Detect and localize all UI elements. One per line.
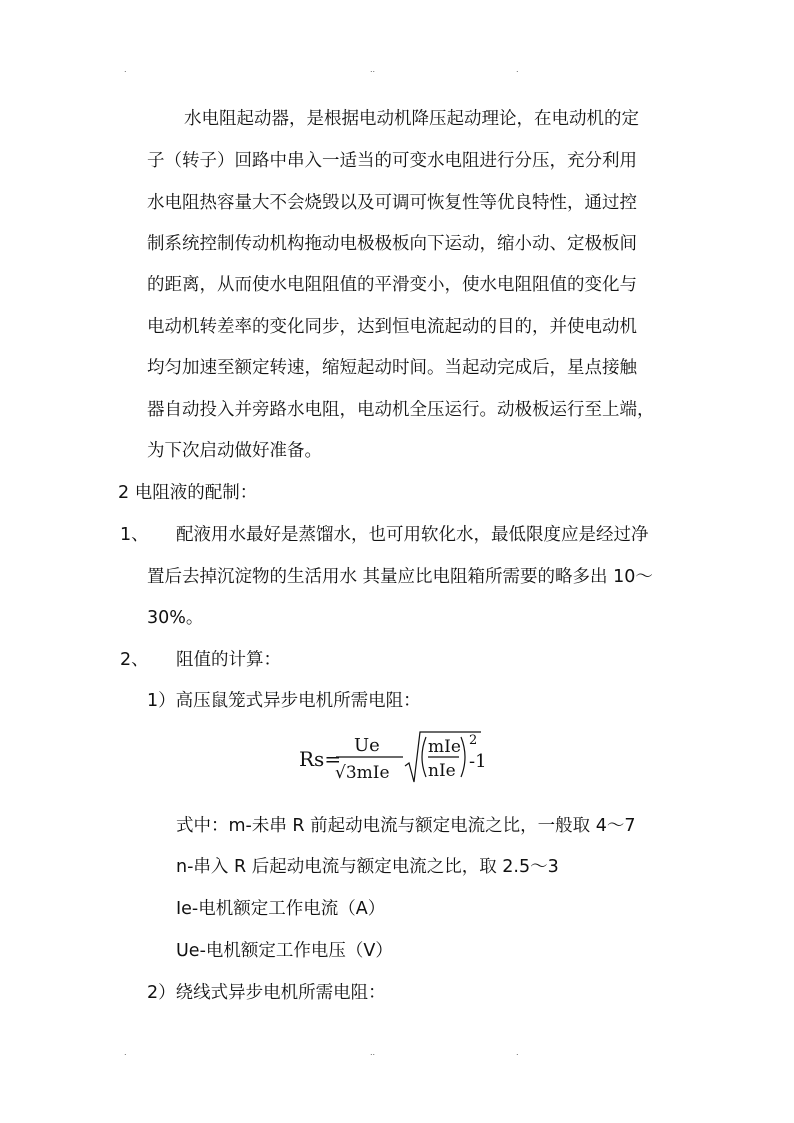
header-mark-left: . [124,65,127,74]
paragraph-line: 制系统控制传动机构拖动电极极板向下运动，缩小动、定极板间 [147,234,637,254]
section-heading: 2 电阻液的配制： [118,483,258,503]
paragraph-line: 水电阻热容量大不会烧毁以及可调可恢复性等优良特性，通过控 [147,193,637,213]
footer-mark-left: . [124,1048,127,1057]
subsection-heading: 1）高压鼠笼式异步电机所需电阻： [147,691,421,711]
formula-inner-numerator: mIe [428,737,461,757]
footer-mark-center: .. [370,1048,376,1057]
formula-minus-one: -1 [469,751,487,772]
paragraph-line: 为下次启动做好准备。 [147,441,322,461]
header-mark-right: . [516,65,519,74]
paragraph-line: 电动机转差率的变化同步，达到恒电流起动的目的，并使电动机 [147,317,637,337]
left-paren-icon [422,737,426,777]
formula-numerator: Ue [354,735,380,756]
item-number: 1、 [120,525,149,545]
footer-mark-right: . [516,1048,519,1057]
definition-line: 式中：m-未串 R 前起动电流与额定电流之比，一般取 4～7 [176,816,636,836]
definition-line: n-串入 R 后起动电流与额定电流之比，取 2.5～3 [176,857,559,877]
right-paren-icon [461,737,465,777]
item-text-line: 30%。 [147,608,204,628]
paragraph-line: 器自动投入并旁路水电阻，电动机全压运行。动极板运行至上端， [147,400,655,420]
formula-denominator: √3mIe [335,763,390,783]
paragraph-line: 均匀加速至额定转速，缩短起动时间。当起动完成后，星点接触 [147,358,637,378]
paragraph-line: 的距离，从而使水电阻阻值的平滑变小，使水电阻阻值的变化与 [147,275,637,295]
paragraph-line: 水电阻起动器，是根据电动机降压起动理论，在电动机的定 [184,109,639,129]
resistance-formula [297,728,497,786]
item-text-line: 置后去掉沉淀物的生活用水 其量应比电阻箱所需要的略多出 10～ [147,567,653,587]
item-text-line: 阻值的计算： [176,650,281,670]
item-number: 2、 [120,650,149,670]
definition-line: Ue-电机额定工作电压（V） [176,941,393,961]
formula-lhs: Rs= [299,747,342,771]
paragraph-line: 子（转子）回路中串入一适当的可变水电阻进行分压，充分利用 [147,151,637,171]
formula-exponent: 2 [469,733,478,748]
definition-line: Ie-电机额定工作电流（A） [176,899,386,919]
header-mark-center: .. [370,65,376,74]
formula-inner-denominator: nIe [428,761,456,781]
subsection-heading: 2）绕线式异步电机所需电阻： [147,983,386,1003]
item-text-line: 配液用水最好是蒸馏水，也可用软化水，最低限度应是经过净 [176,525,649,545]
